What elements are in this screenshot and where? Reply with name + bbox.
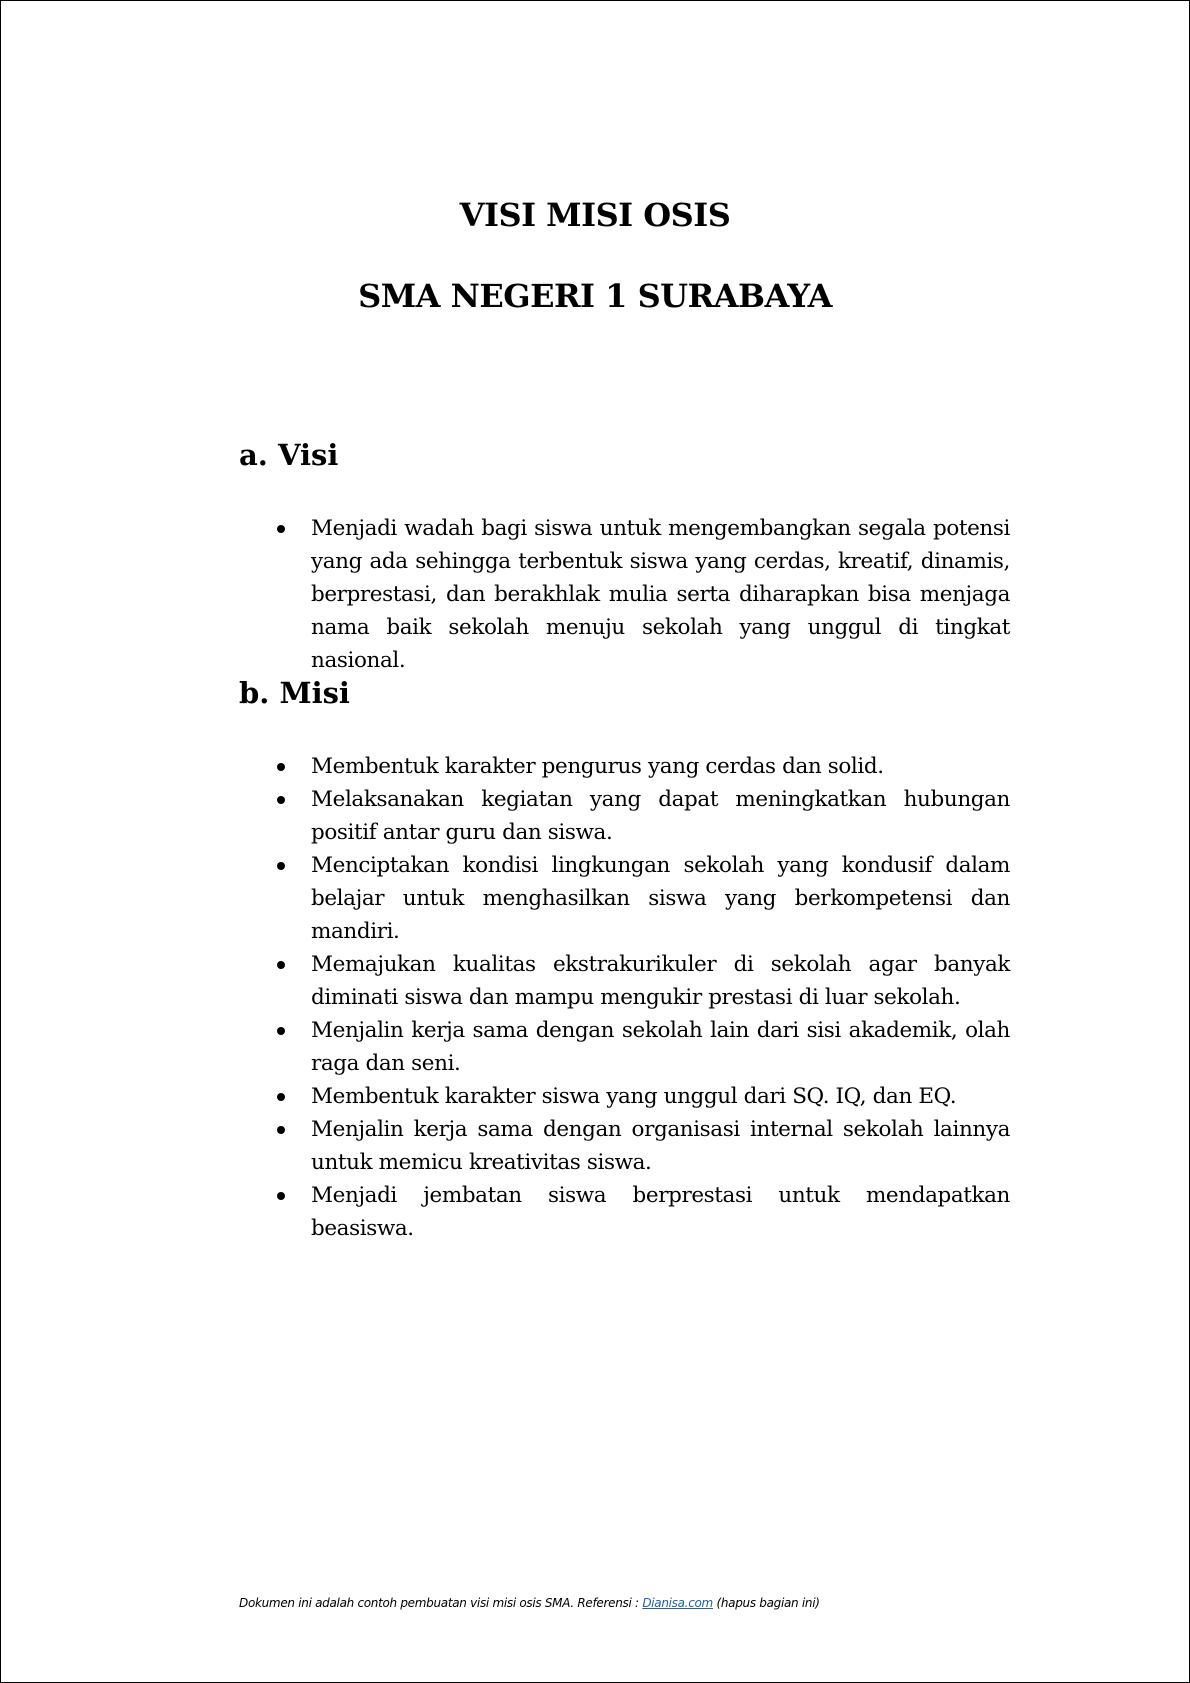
- list-item-text: Menjalin kerja sama dengan organisasi internal sekolah lainnya untuk memicu kreativitas siswa.: [311, 1117, 1010, 1175]
- bullet-icon: [277, 1126, 285, 1134]
- bullet-icon: [277, 763, 285, 771]
- footer-text: Dokumen ini adalah contoh pembuatan visi misi osis SMA. Referensi :: [239, 1596, 643, 1610]
- bullet-icon: [277, 1027, 285, 1035]
- footer-text-suffix: (hapus bagian ini): [712, 1596, 820, 1610]
- bullet-icon: [277, 525, 285, 533]
- list-item: [239, 783, 1010, 849]
- list-item: [239, 1179, 1010, 1245]
- bullet-icon: [277, 862, 285, 870]
- list-item: [239, 512, 1010, 677]
- misi-list: [239, 750, 1010, 1245]
- bullet-icon: [277, 961, 285, 969]
- list-item-text: Menciptakan kondisi lingkungan sekolah yang kondusif dalam belajar untuk menghasilkan siswa yang berkompetensi dan mandiri.: [311, 853, 1010, 944]
- footer-note: [239, 1596, 820, 1610]
- misi-heading: b. Misi: [239, 676, 350, 710]
- list-item-text: Memajukan kualitas ekstrakurikuler di sekolah agar banyak diminati siswa dan mampu mengukir prestasi di luar sekolah.: [311, 952, 1010, 1010]
- bullet-icon: [277, 796, 285, 804]
- document-subtitle: SMA NEGERI 1 SURABAYA: [358, 277, 832, 315]
- list-item: [239, 1113, 1010, 1179]
- reference-link[interactable]: Dianisa.com: [642, 1596, 713, 1610]
- list-item: [239, 948, 1010, 1014]
- list-item-text: Melaksanakan kegiatan yang dapat meningkatkan hubungan positif antar guru dan siswa.: [311, 787, 1010, 845]
- document-title: VISI MISI OSIS: [459, 196, 731, 234]
- list-item-text: Menjadi wadah bagi siswa untuk mengembangkan segala potensi yang ada sehingga terbentuk siswa yang cerdas, kreatif, dinamis, berprestasi, dan berakhlak mulia serta diharapkan bisa menjaga nama baik sekolah menuju sekolah yang unggul di tingkat nasional.: [311, 516, 1010, 673]
- list-item: [239, 849, 1010, 948]
- list-item-text: Menjadi jembatan siswa berprestasi untuk mendapatkan beasiswa.: [311, 1183, 1010, 1241]
- list-item-text: Membentuk karakter siswa yang unggul dari SQ. IQ, dan EQ.: [311, 1084, 957, 1109]
- bullet-icon: [277, 1192, 285, 1200]
- list-item: [239, 1014, 1010, 1080]
- bullet-icon: [277, 1093, 285, 1101]
- list-item-text: Menjalin kerja sama dengan sekolah lain dari sisi akademik, olah raga dan seni.: [311, 1018, 1010, 1076]
- list-item: [239, 750, 1010, 783]
- visi-list: [239, 512, 1010, 677]
- list-item-text: Membentuk karakter pengurus yang cerdas dan solid.: [311, 754, 884, 779]
- visi-heading: a. Visi: [239, 438, 339, 472]
- list-item: [239, 1080, 1010, 1113]
